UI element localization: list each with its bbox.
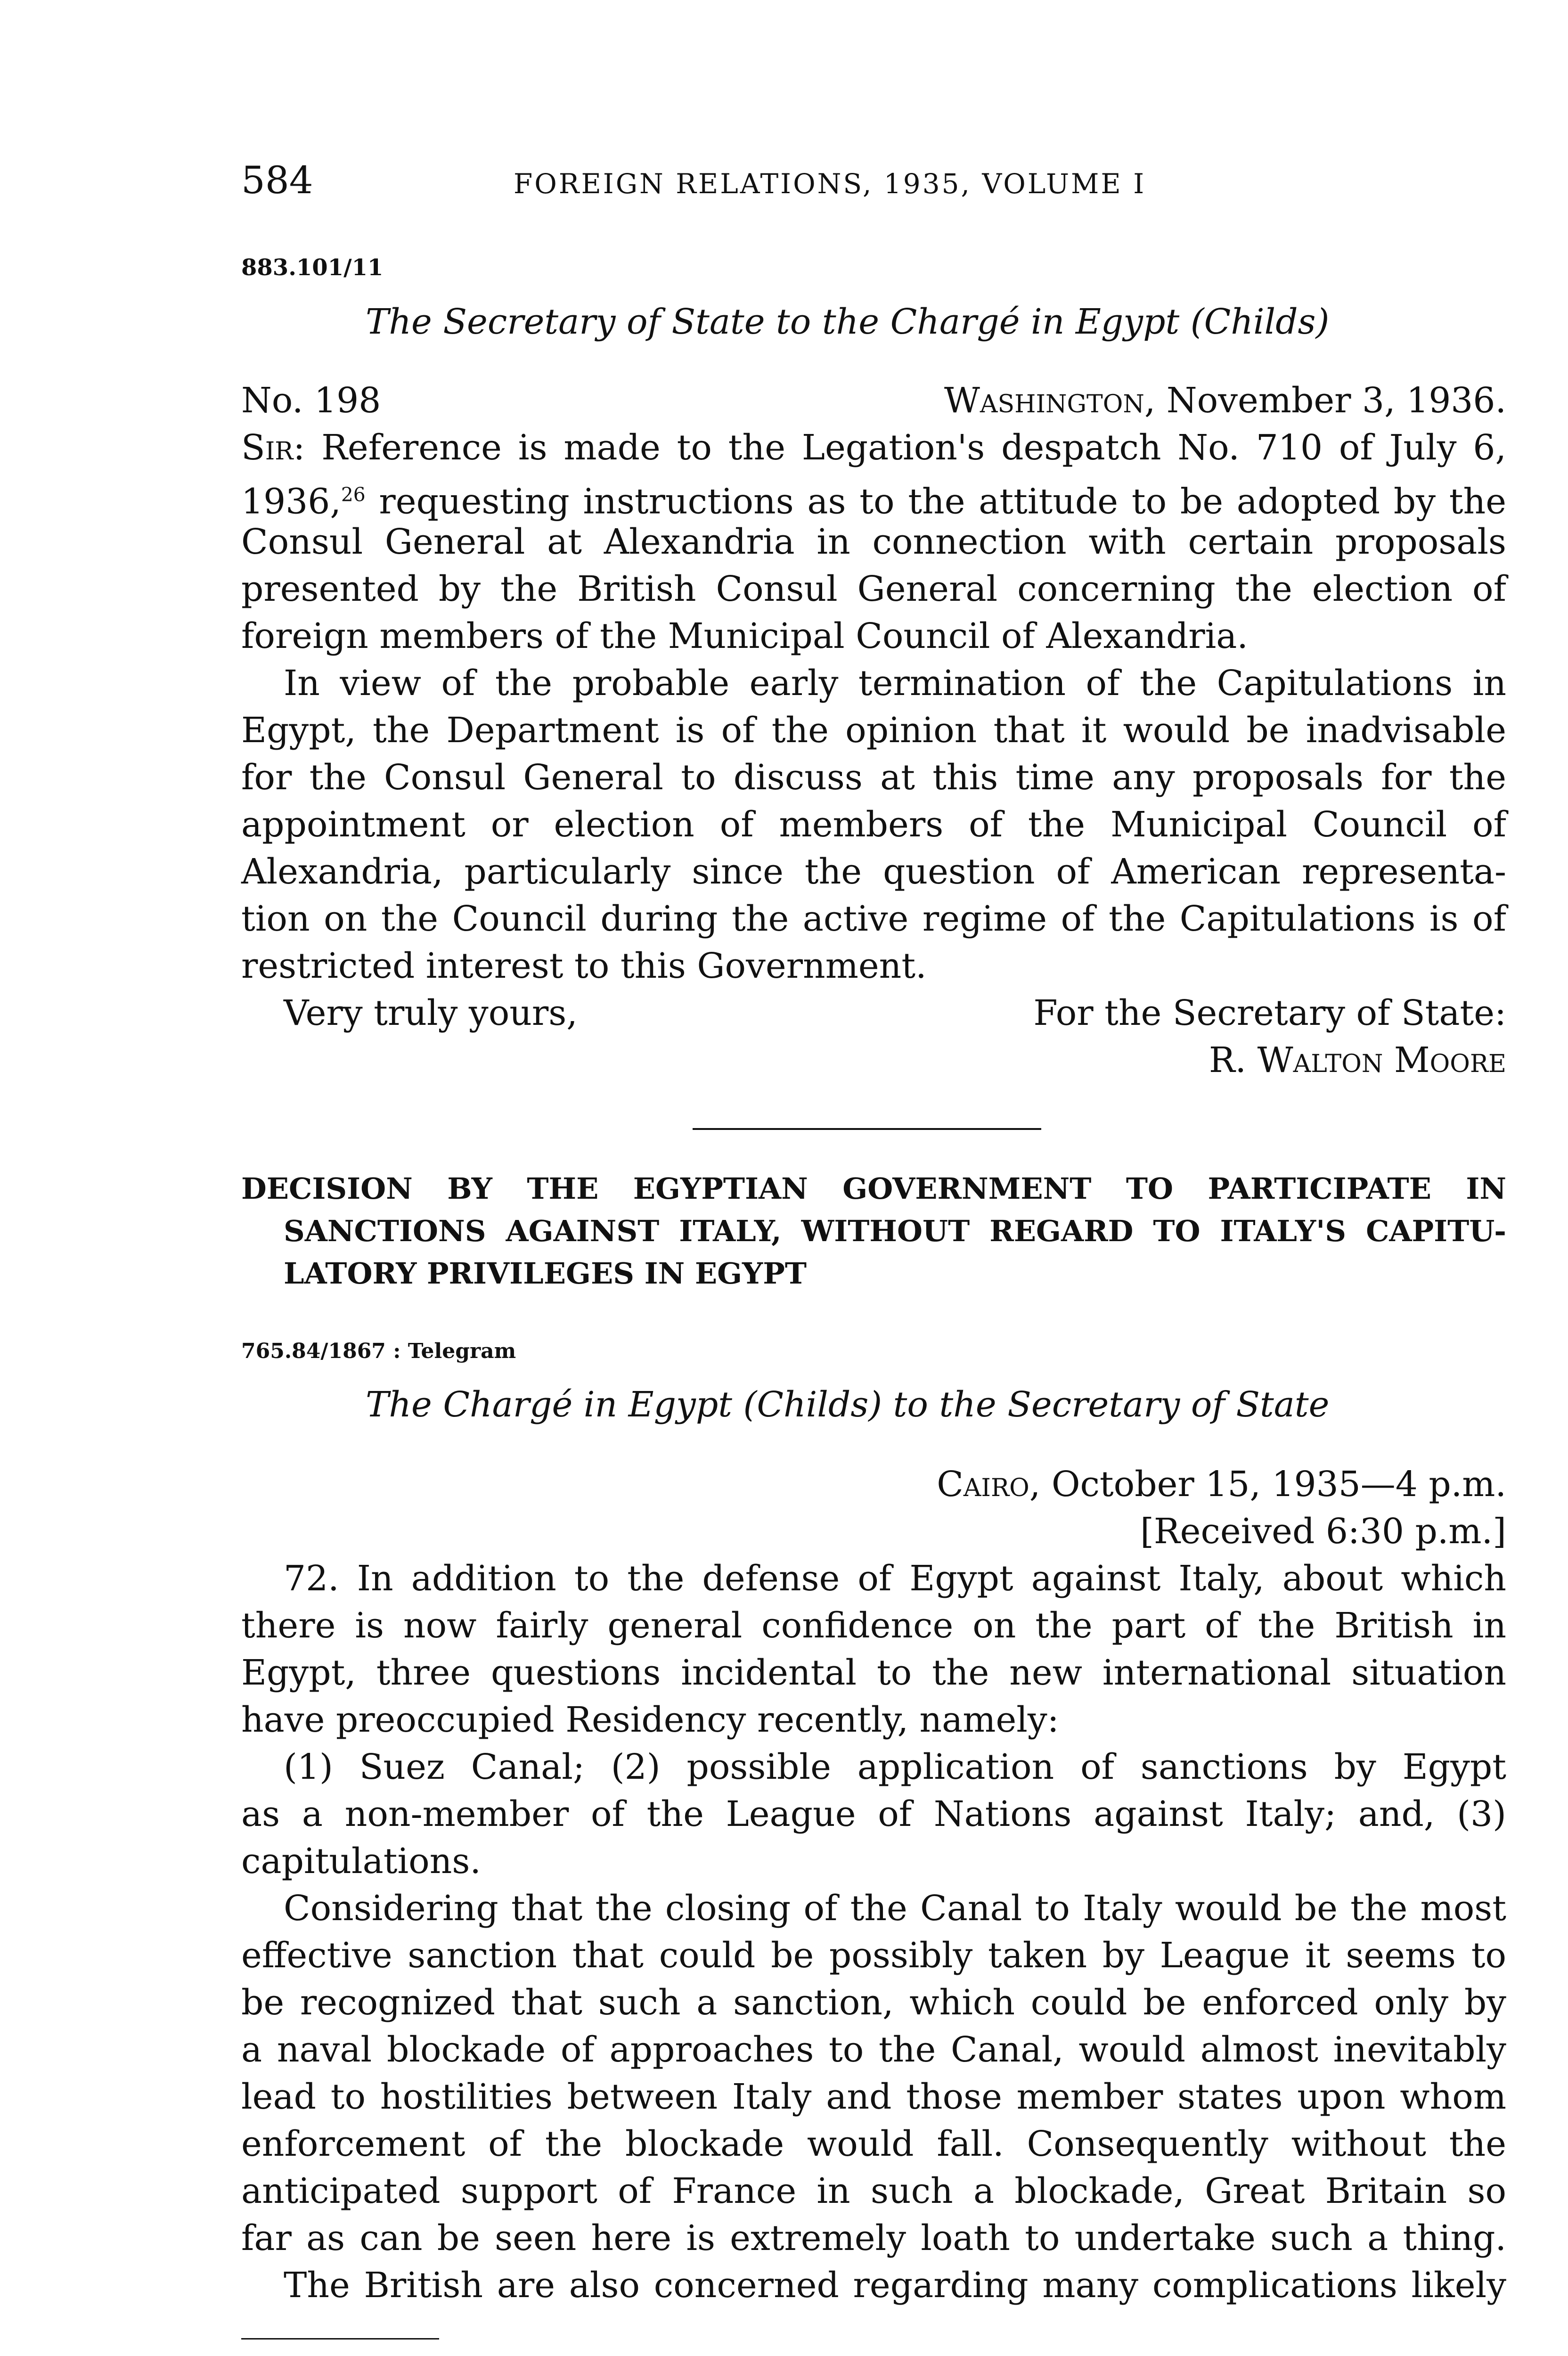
footnote-rule <box>241 2338 439 2340</box>
body-line: In view of the probable early termination of the Capitulations in <box>284 663 1506 704</box>
body-line: appointment or election of members of the Municipal Council of <box>241 804 1506 845</box>
body-line: The British are also concerned regarding many complications likely <box>284 2265 1506 2306</box>
body-line: as a non-member of the League of Nations against Italy; and, (3) <box>241 1794 1506 1834</box>
body-line: far as can be seen here is extremely loath to undertake such a thing. <box>241 2218 1506 2258</box>
body-line: 72. In addition to the defense of Egypt against Italy, about which <box>284 1558 1506 1599</box>
divider <box>693 1128 1041 1130</box>
body-line: be recognized that such a sanction, which could be enforced only by <box>241 1982 1506 2023</box>
body-line: Consul General at Alexandria in connection with certain proposals <box>241 522 1506 562</box>
body-line: Alexandria, particularly since the question of American representa- <box>241 851 1506 892</box>
document-number: No. 198 <box>241 380 381 421</box>
body-line: effective sanction that could be possibly taken by League it seems to <box>241 1935 1506 1976</box>
body-line: have preoccupied Residency recently, namely: <box>241 1700 1059 1740</box>
signature: R. Walton Moore <box>1209 1040 1506 1080</box>
body-line: foreign members of the Municipal Council of Alexandria. <box>241 616 1248 656</box>
body-line: there is now fairly general confidence on the part of the British in <box>241 1605 1506 1646</box>
dateline <box>241 377 1506 424</box>
document-title: The Chargé in Egypt (Childs) to the Secretary of State <box>366 1384 1330 1425</box>
body-line: lead to hostilities between Italy and those member states upon whom <box>241 2077 1506 2117</box>
running-title: FOREIGN RELATIONS, 1935, VOLUME I <box>514 168 1146 200</box>
section-heading-line: LATORY PRIVILEGES IN EGYPT <box>284 1256 807 1291</box>
body-line: enforcement of the blockade would fall. Consequently without the <box>241 2124 1506 2164</box>
place-date: Cairo, October 15, 1935—4 p.m. <box>937 1464 1506 1505</box>
section-heading-line: SANCTIONS AGAINST ITALY, WITHOUT REGARD TO ITALY'S CAPITU- <box>284 1214 1506 1248</box>
section-heading-line: DECISION BY THE EGYPTIAN GOVERNMENT TO PARTICIPATE IN <box>241 1171 1506 1206</box>
body-line: for the Consul General to discuss at this time any proposals for the <box>241 757 1506 798</box>
body-line: Considering that the closing of the Canal to Italy would be the most <box>284 1888 1506 1929</box>
for-line: For the Secretary of State: <box>1033 993 1506 1033</box>
file-number: 883.101/11 <box>241 254 384 281</box>
body-line: (1) Suez Canal; (2) possible application of sanctions by Egypt <box>284 1747 1506 1787</box>
body-line: restricted interest to this Government. <box>241 946 927 986</box>
body-line: anticipated support of France in such a blockade, Great Britain so <box>241 2171 1506 2211</box>
body-line: 1936,26 requesting instructions as to the attitude to be adopted by the <box>241 481 1506 522</box>
body-line: a naval blockade of approaches to the Canal, would almost inevitably <box>241 2029 1506 2070</box>
file-number: 765.84/1867 : Telegram <box>241 1339 516 1363</box>
received-note: [Received 6:30 p.m.] <box>1140 1511 1506 1552</box>
body-line: Egypt, the Department is of the opinion that it would be inadvisable <box>241 710 1506 751</box>
body-line: Egypt, three questions incidental to the new international situation <box>241 1652 1506 1693</box>
footnote-reference: 26 <box>341 483 366 506</box>
body-line: tion on the Council during the active regime of the Capitulations is of <box>241 899 1506 939</box>
document-title: The Secretary of State to the Chargé in Egypt (Childs) <box>366 302 1330 342</box>
page-number: 584 <box>241 158 313 202</box>
place-date: Washington, November 3, 1936. <box>944 380 1506 421</box>
body-line: capitulations. <box>241 1841 481 1882</box>
body-line: presented by the British Consul General concerning the election of <box>241 569 1506 609</box>
closing: Very truly yours, <box>284 993 578 1033</box>
salutation: Sir: <box>241 427 305 468</box>
body-line: Sir: Reference is made to the Legation's despatch No. 710 of July 6, <box>241 427 1506 468</box>
